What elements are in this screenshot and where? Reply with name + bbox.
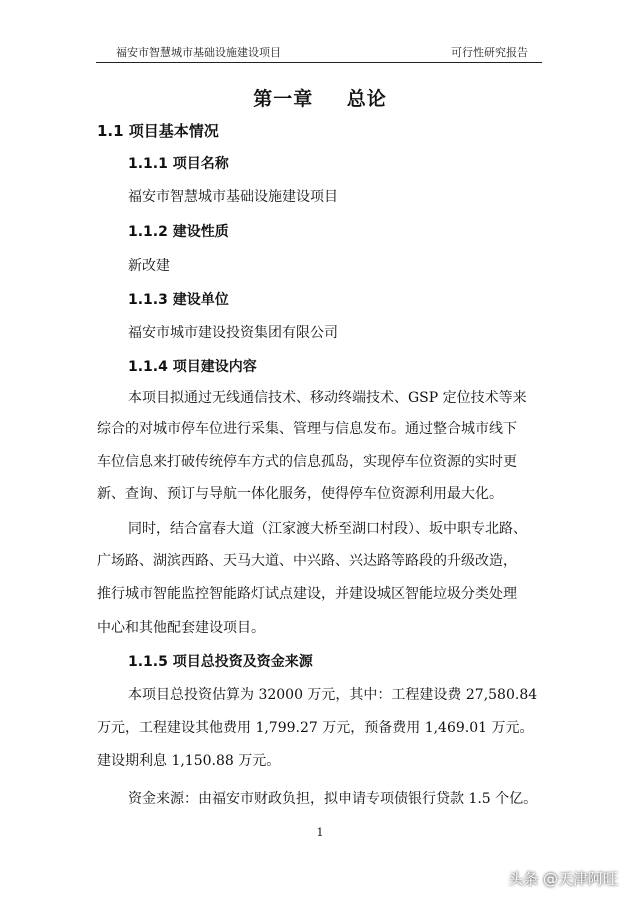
investment-paragraph-line: 建设期利息 1,150.88 万元。 bbox=[97, 753, 281, 769]
heading-1-1-3: 1.1.3 建设单位 bbox=[128, 292, 229, 308]
construction-nature-text: 新改建 bbox=[128, 258, 170, 274]
heading-1-1-5: 1.1.5 项目总投资及资金来源 bbox=[128, 654, 313, 670]
content-paragraph-1-line: 本项目拟通过无线通信技术、移动终端技术、GSP 定位技术等来 bbox=[128, 390, 527, 406]
content-paragraph-2-line: 推行城市智能监控智能路灯试点建设，并建设城区智能垃圾分类处理 bbox=[97, 586, 517, 602]
page-header bbox=[96, 40, 542, 63]
header-report-type: 可行性研究报告 bbox=[451, 46, 528, 59]
funding-source-line: 资金来源：由福安市财政负担，拟申请专项债银行贷款 1.5 个亿。 bbox=[128, 791, 538, 807]
construction-unit-text: 福安市城市建设投资集团有限公司 bbox=[128, 325, 338, 341]
page-number: 1 bbox=[316, 826, 324, 839]
section-heading-1-1: 1.1 项目基本情况 bbox=[97, 122, 219, 140]
content-paragraph-2-line: 广场路、湖滨西路、天马大道、中兴路、兴达路等路段的升级改造， bbox=[97, 553, 517, 569]
content-paragraph-2-line: 中心和其他配套建设项目。 bbox=[97, 620, 265, 636]
heading-1-1-2: 1.1.2 建设性质 bbox=[128, 224, 229, 240]
content-paragraph-1-line: 车位信息来打破传统停车方式的信息孤岛，实现停车位资源的实时更 bbox=[97, 454, 517, 470]
watermark: 头条 @天津阿旺 bbox=[508, 870, 618, 888]
chapter-title: 第一章 总论 bbox=[253, 88, 387, 110]
project-name-text: 福安市智慧城市基础设施建设项目 bbox=[128, 189, 338, 205]
content-paragraph-1-line: 新、查询、预订与导航一体化服务，使得停车位资源利用最大化。 bbox=[97, 486, 503, 502]
heading-1-1-4: 1.1.4 项目建设内容 bbox=[128, 359, 257, 375]
content-paragraph-2-line: 同时，结合富春大道（江家渡大桥至湖口村段）、坂中职专北路、 bbox=[128, 521, 527, 537]
investment-paragraph-line: 本项目总投资估算为 32000 万元，其中：工程建设费 27,580.84 bbox=[128, 687, 538, 703]
header-project-title: 福安市智慧城市基础设施建设项目 bbox=[116, 46, 281, 59]
investment-paragraph-line: 万元，工程建设其他费用 1,799.27 万元，预备费用 1,469.01 万元。 bbox=[97, 720, 534, 736]
content-paragraph-1-line: 综合的对城市停车位进行采集、管理与信息发布。通过整合城市线下 bbox=[97, 421, 517, 437]
heading-1-1-1: 1.1.1 项目名称 bbox=[128, 156, 229, 172]
